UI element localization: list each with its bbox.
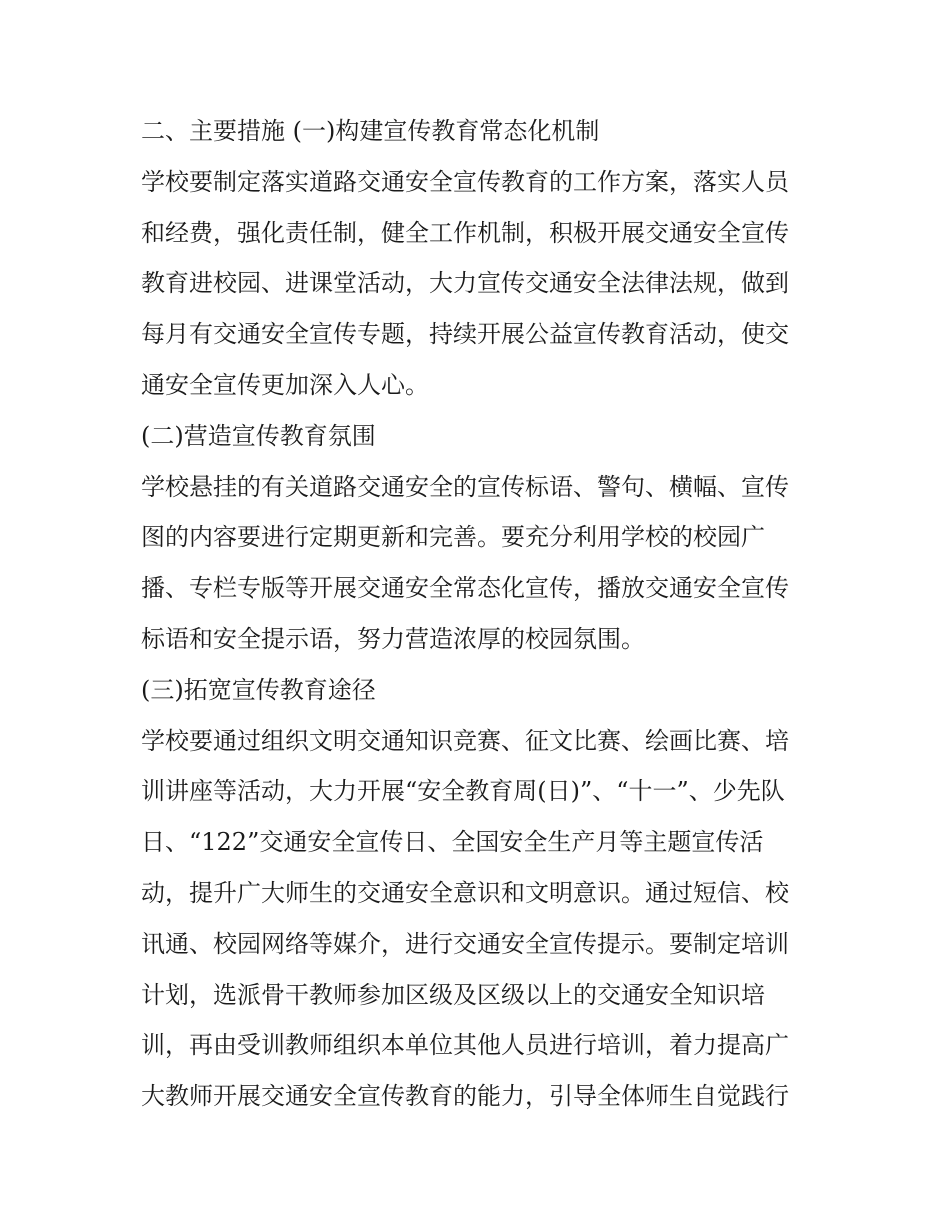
paragraph-line: 训讲座等活动，大力开展“安全教育周(日)”、“十一”、少先队 — [141, 777, 785, 806]
paragraph-line: 标语和安全提示语，努力营造浓厚的校园氛围。 — [141, 624, 645, 653]
paragraph-line: 动，提升广大师生的交通安全意识和文明意识。通过短信、校 — [141, 878, 789, 907]
paragraph-line: 通安全宣传更加深入人心。 — [141, 370, 429, 399]
paragraph-line: 教育进校园、进课堂活动，大力宣传交通安全法律法规，做到 — [141, 269, 789, 298]
paragraph-line: 播、专栏专版等开展交通安全常态化宣传，播放交通安全宣传 — [141, 574, 789, 603]
paragraph-line: 训，再由受训教师组织本单位其他人员进行培训，着力提高广 — [141, 1031, 789, 1060]
paragraph-line: 日、“122”交通安全宣传日、全国安全生产月等主题宣传活 — [141, 828, 764, 857]
document-body — [141, 106, 821, 1122]
section-heading-atmosphere: (二)营造宣传教育氛围 — [141, 421, 376, 450]
paragraph-line: 大教师开展交通安全宣传教育的能力，引导全体师生自觉践行 — [141, 1082, 789, 1111]
section-heading-channels: (三)拓宽宣传教育途径 — [141, 675, 376, 704]
section-heading-main-measures: 二、主要措施 (一)构建宣传教育常态化机制 — [141, 117, 600, 145]
paragraph-line: 计划，选派骨干教师参加区级及区级以上的交通安全知识培 — [141, 980, 765, 1009]
paragraph-line: 图的内容要进行定期更新和完善。要充分利用学校的校园广 — [141, 523, 765, 552]
paragraph-line: 学校悬挂的有关道路交通安全的宣传标语、警句、横幅、宣传 — [141, 472, 789, 501]
paragraph-line: 和经费，强化责任制，健全工作机制，积极开展交通安全宣传 — [141, 218, 789, 247]
paragraph-line: 学校要制定落实道路交通安全宣传教育的工作方案，落实人员 — [141, 167, 789, 196]
paragraph-line: 讯通、校园网络等媒介，进行交通安全宣传提示。要制定培训 — [141, 929, 789, 958]
paragraph-line: 每月有交通安全宣传专题，持续开展公益宣传教育活动，使交 — [141, 320, 789, 349]
paragraph-line: 学校要通过组织文明交通知识竞赛、征文比赛、绘画比赛、培 — [141, 726, 789, 755]
